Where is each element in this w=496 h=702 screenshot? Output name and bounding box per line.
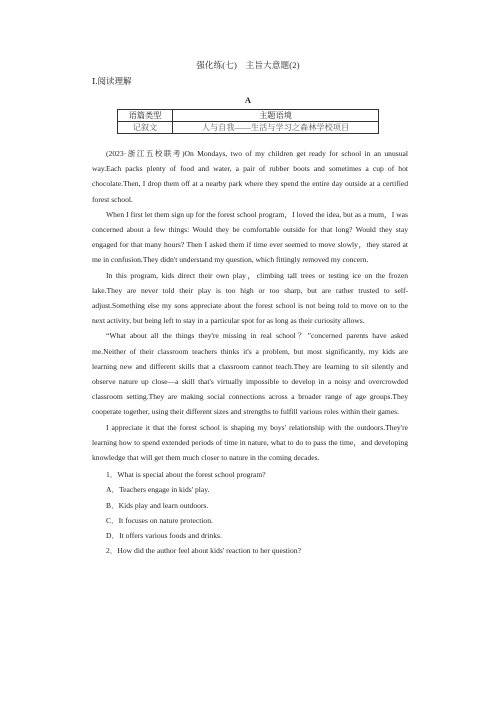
page-title: 强化练(七) 主旨大意题(2) (196, 60, 300, 70)
table-header-cell: 语篇类型 (118, 110, 173, 122)
question-stem: 1．What is special about the forest school program? (106, 470, 266, 480)
passage-label: A (244, 95, 252, 105)
article-paragraph (92, 146, 408, 207)
question-stem: 2．How did the author feel about kids' reaction to her question? (106, 546, 301, 556)
paragraph-text: On Mondays, two of my children get ready for school in an unusual way.Each packs plenty of food and water, a pair of rubber boots and sometimes a cup of hot chocolate.Then, I drop them off at a nearby park where they spend the entire day outside at a certified forest school. (92, 149, 408, 204)
table-row (118, 122, 379, 134)
answer-option: B．Kids play and learn outdoors. (106, 500, 209, 510)
answer-option: C．It focuses on nature protection. (106, 515, 213, 525)
answer-option: A．Teachers engage in kids' play. (106, 485, 210, 495)
article-body (92, 146, 408, 558)
article-paragraph: In this program, kids direct their own play，climbing tall trees or testing ice on the frozen lake.They are never told their play is too high or too sharp, but are rather trusted to self-adjust.Something else my sons appreciate about the forest school is not being told to move on to the next activity, but being left to stay in a particular spot for as long as their curiosity allows. (92, 270, 408, 326)
table-header-cell: 主题语境 (173, 110, 379, 122)
article-paragraph: When I first let them sign up for the forest school program，I loved the idea, but as a mum，I was concerned about a few things: Would they be comfortable outside for that long? Would they stay engaged for that many hours? Then I asked them if time ever seemed to move slowly，they stared at me in confusion.They didn't understand my question, which fittingly removed my concern. (92, 209, 408, 265)
article-source: (2023·浙江五校联考) (106, 149, 185, 158)
article-paragraph: “What about all the things they're missing in real school？”concerned parents have asked me.Neither of their classroom teachers thinks it's a problem, but most significantly, my kids are learning new and different skills that a classroom cannot teach.They are learning to sit silently and observe nature up close—a skill that's virtually impossible to develop in a noisy and overcrowded classroom setting.They are making social connections across a broader range of age groups.They cooperate together, using their different sizes and strengths to fulfill various roles within their games. (92, 331, 408, 417)
table-cell: 人与自我——生活与学习之森林学校项目 (173, 122, 379, 134)
info-table (117, 109, 379, 134)
article-paragraph: I appreciate it that the forest school is shaping my boys' relationship with the outdoors.They're learning how to spend extended periods of time in nature, what to do to pass the time，and developing knowledge that will get them much closer to nature in the coming decades. (92, 422, 408, 463)
table-cell: 记叙文 (118, 122, 173, 134)
section-heading: Ⅰ.阅读理解 (92, 76, 132, 86)
table-header-row (118, 110, 379, 122)
answer-option: D．It offers various foods and drinks. (106, 531, 222, 541)
